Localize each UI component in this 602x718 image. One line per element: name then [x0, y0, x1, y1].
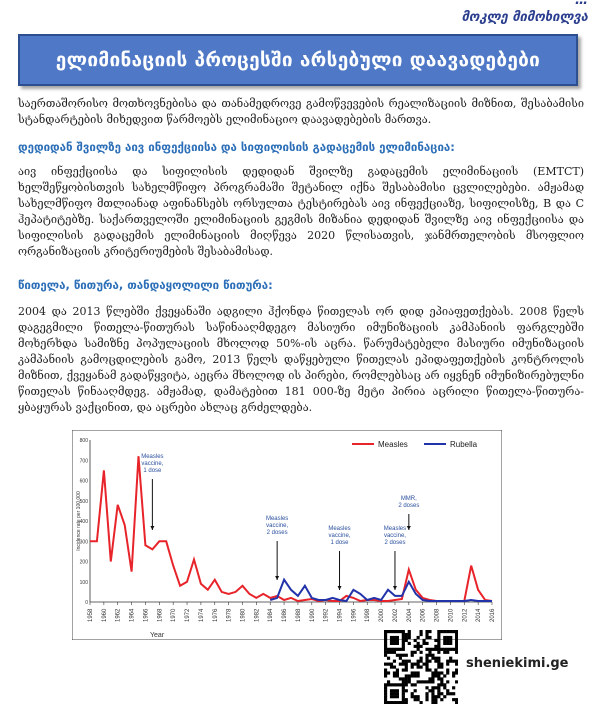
- x-tick-label: 1970: [171, 608, 178, 622]
- x-tick-label: 1990: [309, 608, 316, 622]
- annotation-label: 2 doses: [398, 503, 420, 509]
- x-tick-label: 2012: [462, 608, 469, 622]
- x-tick-label: 1992: [323, 608, 330, 622]
- y-tick-label: 300: [79, 539, 88, 546]
- annotation-label: vaccine,: [328, 533, 351, 539]
- x-tick-label: 1978: [226, 608, 233, 622]
- x-tick-label: 1962: [115, 608, 122, 622]
- y-tick-label: 600: [79, 478, 88, 485]
- x-tick-label: 1968: [157, 608, 164, 622]
- annotation-label: vaccine,: [383, 533, 406, 539]
- x-tick-label: 1988: [295, 608, 302, 622]
- x-tick-label: 1994: [337, 608, 344, 622]
- x-tick-label: 1976: [212, 608, 219, 622]
- annotation-label: 1 dose: [143, 468, 162, 474]
- y-axis-label: Incidence rate per 100,000: [76, 491, 82, 551]
- x-tick-label: 1980: [240, 608, 247, 622]
- y-tick-label: 700: [79, 458, 88, 465]
- annotation-label: vaccine,: [266, 523, 289, 529]
- annotation-label: Measles: [328, 526, 351, 532]
- x-tick-label: 1996: [351, 608, 358, 622]
- y-tick-label: 200: [79, 559, 88, 566]
- annotation-label: 2 doses: [384, 540, 406, 546]
- x-tick-label: 2014: [476, 608, 483, 622]
- x-tick-label: 1974: [198, 608, 205, 622]
- annotation-label: vaccine,: [141, 461, 164, 467]
- x-tick-label: 1982: [254, 608, 261, 622]
- x-tick-label: 1964: [129, 608, 136, 622]
- page-title: ელიმინაციის პროცესში არსებული დაავადებები: [55, 49, 541, 71]
- intro-paragraph: საერთაშორისო მოთხოვნებისა და თანამედროვე გამოწვევების რეალიზაციის მიზნით, შესაბამისი სტანდარტების მიხედვით წარმოებს ელიმინაციო დაავადებების მართვა.: [18, 97, 584, 126]
- annotation-label: 1 dose: [330, 540, 349, 546]
- annotation-label: MMR,: [400, 496, 417, 502]
- x-tick-label: 1986: [282, 608, 289, 622]
- header-tag-line1: …: [575, 0, 588, 8]
- x-tick-label: 1966: [143, 608, 150, 622]
- x-tick-label: 2016: [490, 608, 496, 622]
- annotation-label: Measles: [265, 516, 289, 522]
- section-heading-emtct: დედიდან შვილზე აივ ინფექციისა და სიფილისის გადაცემის ელიმინაცია:: [18, 140, 455, 154]
- x-tick-label: 1972: [185, 608, 192, 622]
- x-tick-label: 2004: [406, 608, 413, 622]
- section-heading-measles: წითელა, წითურა, თანდაყოლილი წითურა:: [18, 278, 273, 292]
- footer-website[interactable]: sheniekimi.ge: [466, 656, 569, 671]
- annotation-label: Measles: [141, 454, 164, 460]
- y-tick-label: 800: [79, 438, 88, 444]
- x-tick-label: 1998: [365, 608, 372, 622]
- header-tag: [462, 0, 588, 26]
- x-tick-label: 1960: [101, 608, 108, 622]
- y-tick-label: 400: [79, 519, 88, 525]
- x-tick-label: 2002: [392, 608, 399, 622]
- legend-label: Rubella: [450, 440, 478, 449]
- x-tick-label: 1984: [268, 608, 275, 622]
- x-tick-label: 2008: [434, 608, 441, 622]
- page-title-banner: [18, 34, 578, 86]
- annotation-label: Measles: [383, 526, 407, 532]
- y-tick-label: 500: [79, 498, 88, 505]
- x-tick-label: 2010: [448, 608, 455, 622]
- legend-label: Measles: [378, 440, 408, 449]
- x-tick-label: 2006: [420, 608, 427, 622]
- section-body-measles: 2004 და 2013 წლებში ქვეყანაში ადგილი ჰქონდა წითელას ორ დიდ ეპიაფეთქებას. 2008 წელს დაგეგმილი წითელა-წითურას საწინააღმდეგო მასიური იმუნიზაციის კამპანიის ფარგლებში მოხერხდა სამიზნე პოპულაციის მხოლოდ 50%-ის აცრა. წარუმატებელი მასიური იმუნიზაციის კამპანიის გამოცდილების გამო, 2013 წელს დაწყებული წითელას ეპიდაფეთქების კონტროლის მიზნით, ქვეყანამ გადაწყვიტა, აეცრა მხოლოდ ის პირები, რომლებსაც არ იყვნენ იმუნიზირებულნი წითელას წინააღმდეგ. ამჟამად, დამატებით 181 000-ზე მეტი პირია აცრილი წითელა-წითურა-ყბაყურას ვაქცინით, და აცრები ახლაც გრძელდება.: [18, 305, 584, 414]
- y-tick-label: 100: [79, 579, 88, 586]
- x-axis-label: Year: [150, 632, 165, 639]
- annotation-label: 2 doses: [266, 530, 288, 536]
- x-tick-label: 1958: [88, 608, 94, 622]
- section-body-emtct: აივ ინფექციისა და სიფილისის დედიდან შვილზე გადაცემის ელიმინაციის (EMTCT) ხელშეწყობისთვის სახელმწიფო პროგრამაში შეტანილ იქნა შესაბამისი ცვლილებები. ამჟამად სახელმწიფო მთლიანად აფინანსებს ორსულთა ტესტირებას აივ ინფექციაზე, სიფილისზე, B და C ჰეპატიტებზე. საქართველოში ელიმინაციის გეგმის მიზანია დედიდან შვილზე აივ ინფექციისა და სიფილისის გადაცემის ელიმინაციის მიღწევა 2020 წლისათვის, ჯანმრთელობის მსოფლიო ორგანიზაციის კრიტერიუმების შესაბამისად.: [18, 165, 584, 258]
- measles-rubella-chart: [72, 430, 502, 640]
- x-tick-label: 2000: [379, 608, 386, 622]
- qr-code[interactable]: [384, 630, 458, 708]
- header-tag-line2: მოკლე მიმოხილვა: [461, 10, 588, 25]
- y-tick-label: 0: [85, 600, 88, 606]
